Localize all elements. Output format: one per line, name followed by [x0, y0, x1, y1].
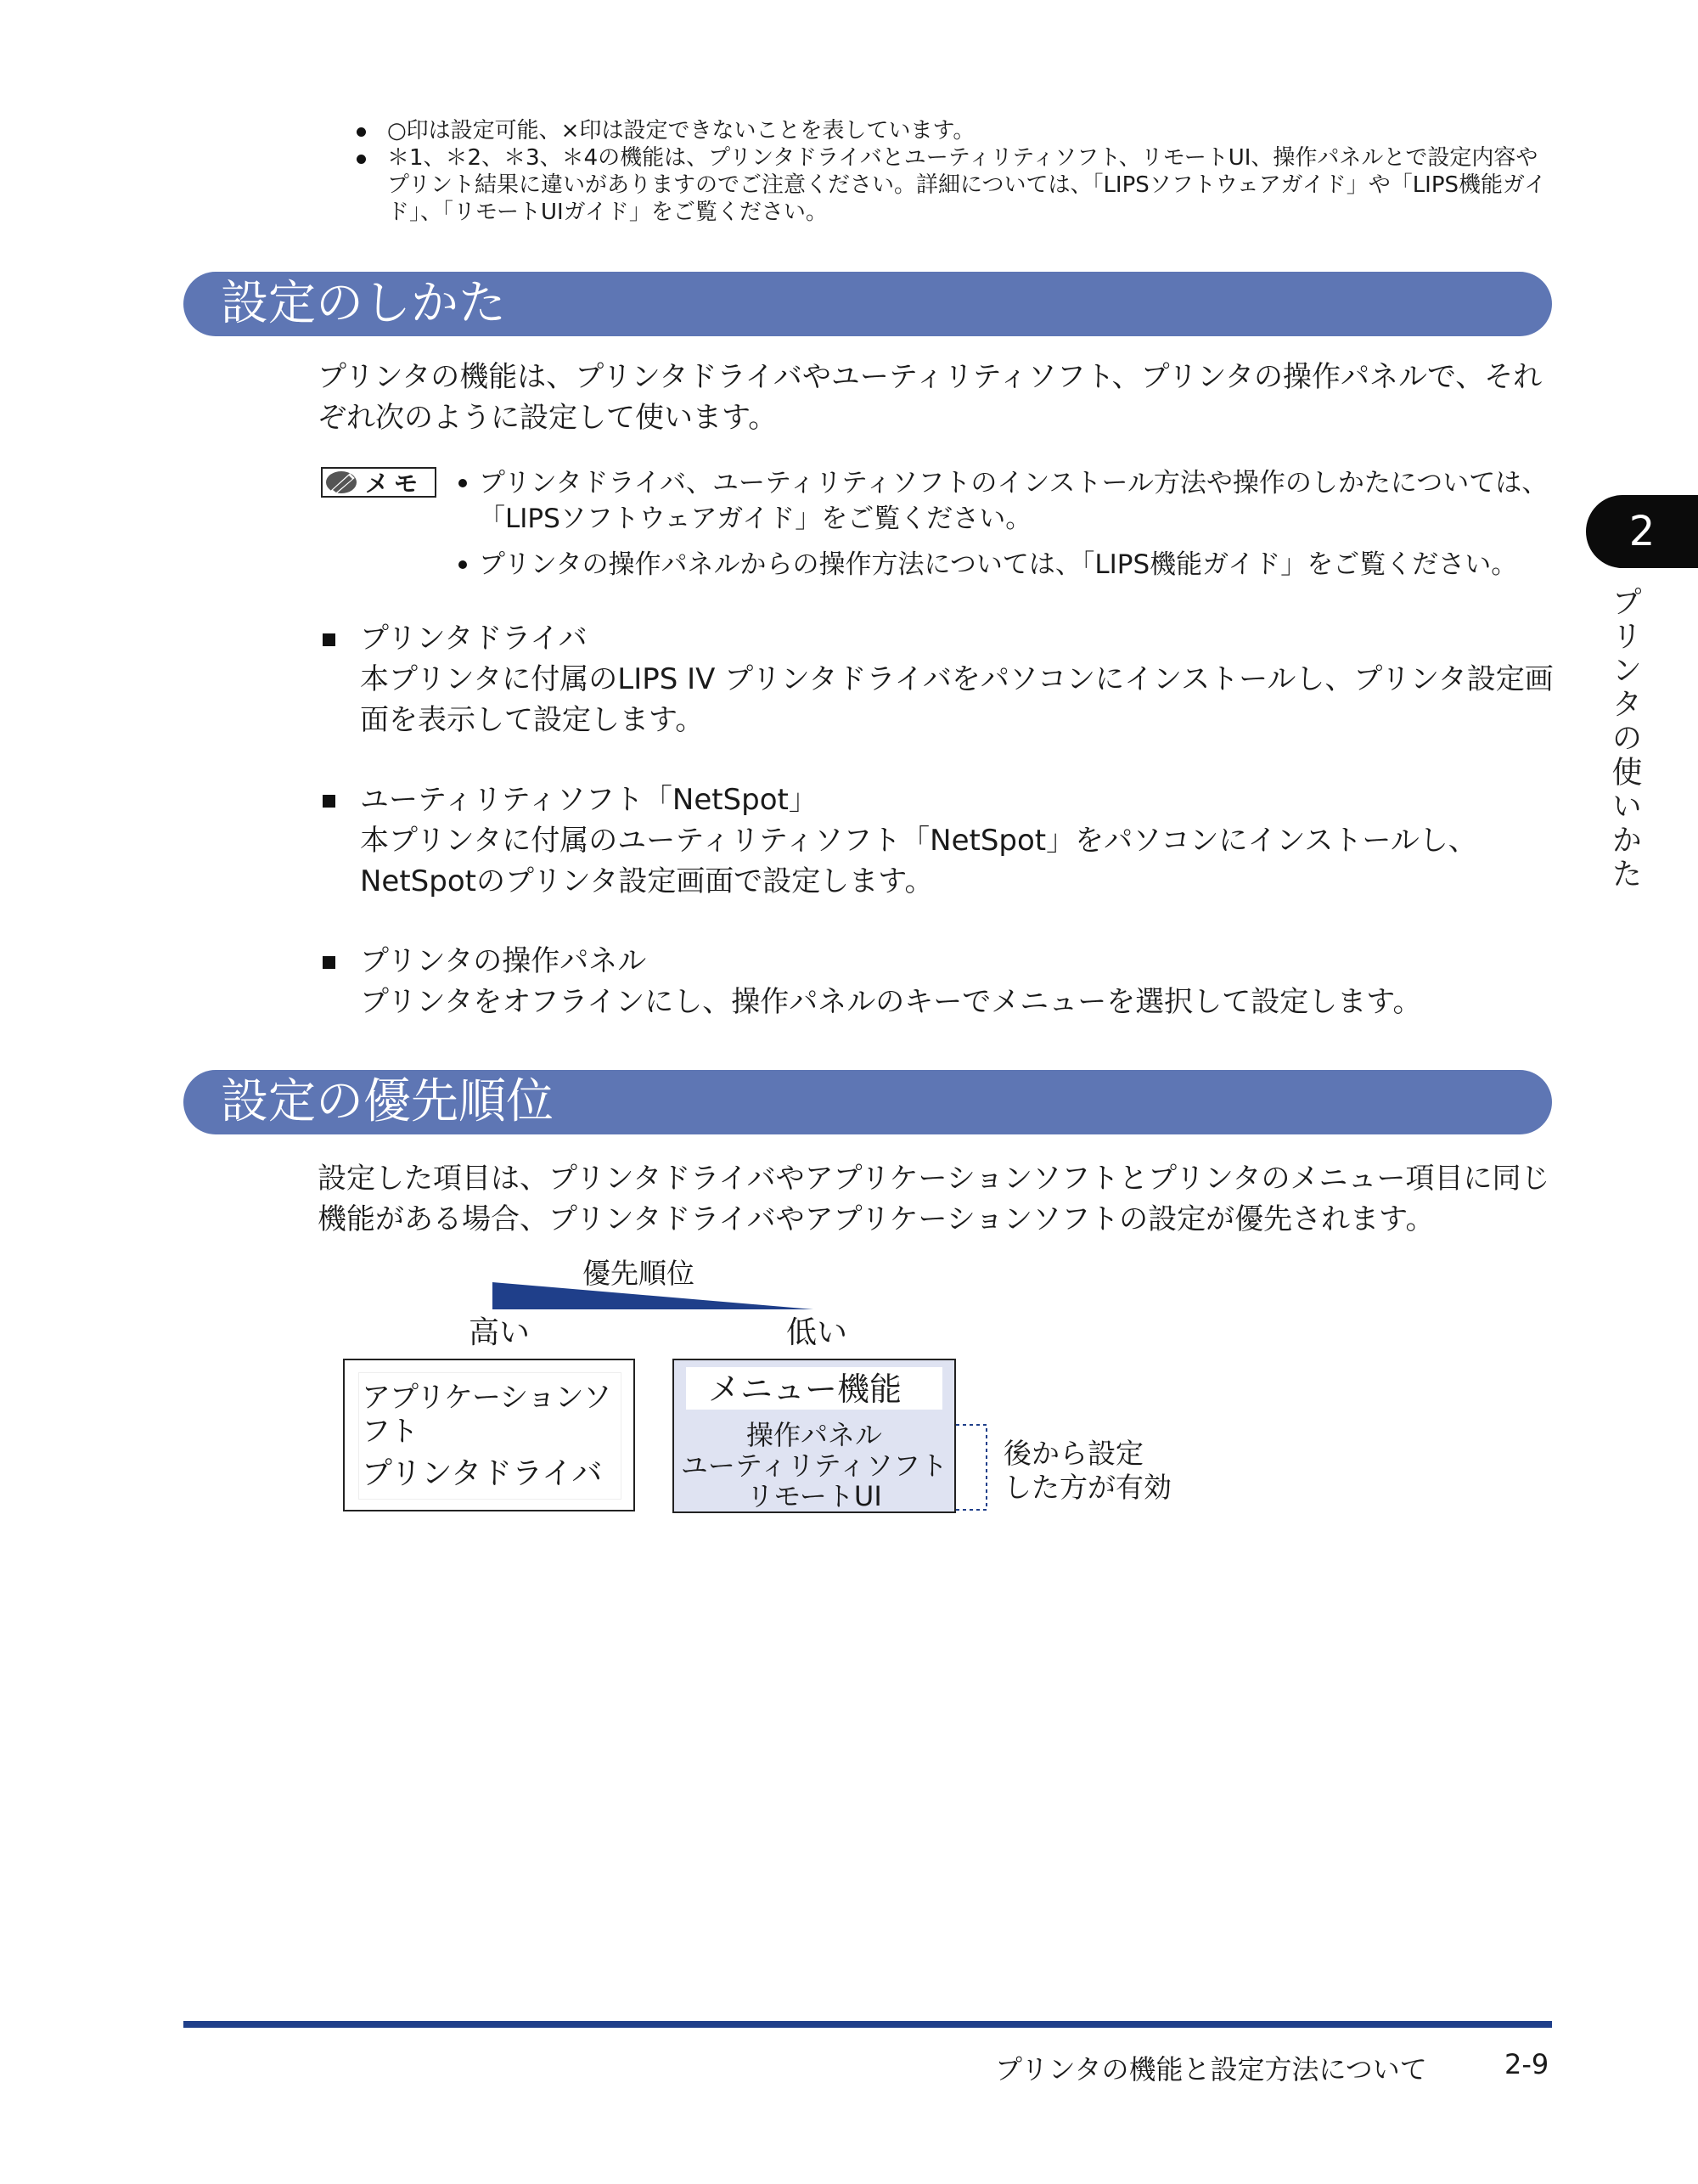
section-header-priority: 設定の優先順位: [183, 1070, 1552, 1134]
note-text: ○印は設定可能、×印は設定できないことを表しています。: [387, 118, 976, 144]
utility-software-label: ユーティリティソフト: [680, 1449, 948, 1482]
memo-badge: [321, 467, 436, 498]
setting-item-panel: [323, 941, 1554, 1022]
memo-list: [458, 465, 1554, 593]
bracket-dotted: [954, 1423, 990, 1511]
priority-wedge: [492, 1282, 815, 1313]
setting-item-driver: [323, 618, 1554, 740]
memo-label: メモ: [365, 470, 424, 498]
section-header-setting-method: 設定のしかた: [183, 272, 1552, 336]
operation-panel-label: 操作パネル: [745, 1419, 882, 1451]
note-item: [357, 117, 1554, 144]
setting-item-title: プリンタの操作パネル: [360, 944, 647, 978]
memo-item: [458, 465, 1554, 537]
remote-ui-label: リモートUI: [746, 1480, 882, 1512]
note-item: [357, 144, 1554, 226]
low-label: 低い: [786, 1315, 848, 1350]
bullet-icon: [357, 127, 366, 137]
chapter-title-vertical: プリンタの使いかた: [1607, 586, 1642, 892]
setting-item-desc: 本プリンタに付属のユーティリティソフト「NetSpot」をパソコンにインストールし、NetSpotのプリンタ設定画面で設定します。: [360, 824, 1477, 898]
setting-item-desc: プリンタをオフラインにし、操作パネルのキーでメニューを選択して設定します。: [360, 985, 1422, 1019]
priority-label: 優先順位: [582, 1257, 694, 1290]
square-bullet-icon: [323, 633, 335, 646]
application-software-label: アプリケーションソフト: [362, 1381, 611, 1449]
chapter-tab: 2: [1586, 495, 1698, 568]
high-label: 高い: [469, 1315, 531, 1350]
later-setting-note-2: した方が有効: [1004, 1471, 1172, 1504]
memo-text: プリンタの操作パネルからの操作方法については、「LIPS機能ガイド」をご覧ください。: [479, 549, 1518, 580]
setting-item-desc: 本プリンタに付属のLIPS IV プリンタドライバをパソコンにインストールし、プリンタ設定画面を表示して設定します。: [360, 662, 1554, 737]
setting-item-title: プリンタドライバ: [360, 622, 588, 656]
printer-driver-label: プリンタドライバ: [362, 1456, 603, 1491]
bullet-icon: [458, 560, 467, 569]
memo-text: プリンタドライバ、ユーティリティソフトのインストール方法や操作のしかたについては、「LIPSソフトウェアガイド」をご覧ください。: [479, 468, 1549, 534]
menu-function-label: メニュー機能: [708, 1371, 902, 1408]
setting-item-title: ユーティリティソフト「NetSpot」: [360, 783, 818, 817]
footer-title: プリンタの機能と設定方法について: [995, 2053, 1427, 2085]
footer-rule: [183, 2021, 1552, 2028]
memo-item: [458, 547, 1554, 583]
section1-intro: プリンタの機能は、プリンタドライバやユーティリティソフト、プリンタの操作パネルで、それぞれ次のように設定して使います。: [318, 360, 1543, 435]
menu-function-box: [672, 1359, 956, 1513]
pencil-icon: [324, 469, 362, 496]
square-bullet-icon: [323, 795, 335, 808]
notes-list: [357, 117, 1554, 226]
note-text: ＊1、＊2、＊3、＊4の機能は、プリンタドライバとユーティリティソフト、リモートUI、操作パネルとで設定内容やプリント結果に違いがありますのでご注意ください。詳細については、「LIPSソフトウェアガイド」や「LIPS機能ガイド」、「リモートUIガイド」をご覧ください。: [387, 145, 1547, 225]
setting-item-netspot: [323, 780, 1554, 902]
section2-intro: 設定した項目は、プリンタドライバやアプリケーションソフトとプリンタのメニュー項目に同じ機能がある場合、プリンタドライバやアプリケーションソフトの設定が優先されます。: [318, 1162, 1550, 1236]
bullet-icon: [357, 155, 366, 164]
application-box: [343, 1359, 635, 1511]
square-bullet-icon: [323, 956, 335, 969]
page-number: 2-9: [1504, 2048, 1549, 2080]
later-setting-note: 後から設定: [1004, 1437, 1144, 1470]
bullet-icon: [458, 479, 467, 487]
